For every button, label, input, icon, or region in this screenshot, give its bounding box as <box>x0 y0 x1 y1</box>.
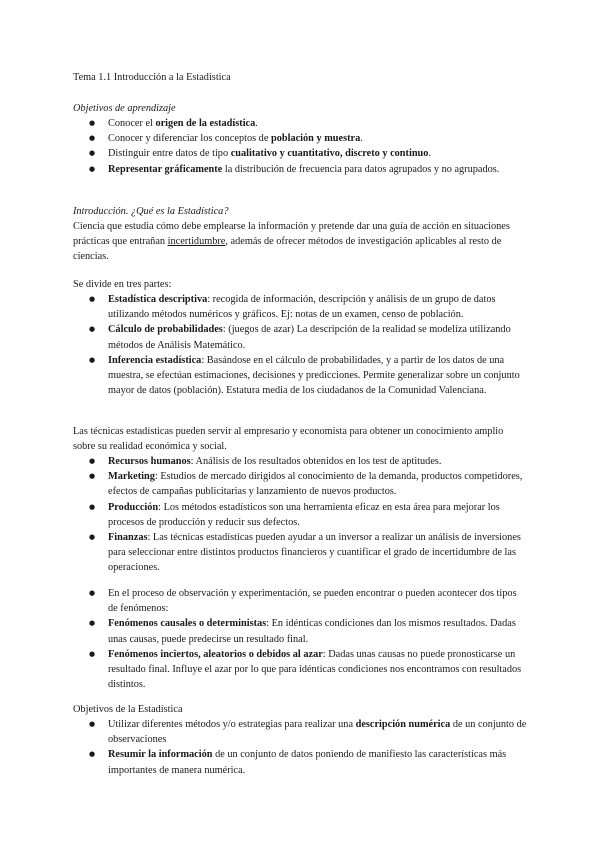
parts-list <box>73 292 528 398</box>
list-item: ● En el proceso de observación y experimentación, se pueden encontrar o pueden acontecer dos tipos de fenómenos: <box>73 586 528 616</box>
list-item: ● Estadística descriptiva: recogida de información, descripción y análisis de un grupo de datos utilizando métodos numéricos y gráficos. Ej: notas de un examen, censo de población. <box>73 292 528 322</box>
list-item: ● Utilizar diferentes métodos y/o estrategias para realizar una descripción numérica de un conjunto de observaciones <box>73 717 528 747</box>
phenomena-list <box>73 586 528 692</box>
techniques-list <box>73 454 528 576</box>
list-item: ● Finanzas: Las técnicas estadísticas pueden ayudar a un inversor a realizar un análisis de inversiones para seleccionar entre distintos productos financieros y cuantificar el grado de incertidumbre de las operaciones. <box>73 530 528 576</box>
list-item: ● Producción: Los métodos estadísticos son una herramienta eficaz en esta área para mejorar los procesos de producción y reducir sus defectos. <box>73 500 528 530</box>
techniques-intro: Las técnicas estadísticas pueden servir al empresario y economista para obtener un conocimiento amplio sobre su realidad económica y social. <box>73 426 504 453</box>
list-item: ● Distinguir entre datos de tipo cualitativo y cuantitativo, discreto y continuo. <box>73 146 528 161</box>
list-item: ● Fenómenos causales o deterministas: En idénticas condiciones dan los mismos resultados. Dadas unas causas, puede predecirse un resultado final. <box>73 616 528 646</box>
list-item: ● Conocer y diferenciar los conceptos de población y muestra. <box>73 131 528 146</box>
statistics-objectives-heading: Objetivos de la Estadística <box>73 704 183 715</box>
learning-objectives-list <box>73 116 528 177</box>
list-item: ● Cálculo de probabilidades: (juegos de azar) La descripción de la realidad se modeliza utilizando métodos de Análisis Matemático. <box>73 322 528 352</box>
list-item: ● Representar gráficamente la distribución de frecuencia para datos agrupados y no agrupados. <box>73 162 528 177</box>
parts-intro: Se divide en tres partes: <box>73 279 172 290</box>
list-item: ● Conocer el origen de la estadística. <box>73 116 528 131</box>
list-item: ● Fenómenos inciertos, aleatorios o debidos al azar: Dadas unas causas no puede pronosticarse un resultado final. Influye el azar por lo que para idénticas condiciones nos encontramos con resultados distintos. <box>73 647 528 693</box>
introduction-paragraph: Ciencia que estudia cómo debe emplearse la información y pretende dar una guía de acción en situaciones prácticas que entrañan incertidumbre, además de ofrecer métodos de investigación aplicables al resto de ciencias. <box>73 221 510 263</box>
introduction-heading: Introducción. ¿Qué es la Estadística? <box>73 206 229 217</box>
learning-objectives-heading: Objetivos de aprendizaje <box>73 103 176 114</box>
list-item: ● Marketing: Estudios de mercado dirigidos al conocimiento de la demanda, productos competidores, efectos de campañas publicitarias y lanzamiento de nuevos productos. <box>73 469 528 499</box>
statistics-objectives-list <box>73 717 528 778</box>
page-title: Tema 1.1 Introducción a la Estadística <box>73 72 231 83</box>
list-item: ● Inferencia estadística: Basándose en el cálculo de probabilidades, y a partir de los datos de una muestra, se efectúan estimaciones, decisiones y predicciones. Permite generalizar sobre un conjunto mayor de datos (población). Estatura media de los ciudadanos de la Comunidad Valenciana. <box>73 353 528 399</box>
list-item: ● Recursos humanos: Análisis de los resultados obtenidos en los test de aptitudes. <box>73 454 528 469</box>
list-item: ● Resumir la información de un conjunto de datos poniendo de manifiesto las características más importantes de manera numérica. <box>73 747 528 777</box>
